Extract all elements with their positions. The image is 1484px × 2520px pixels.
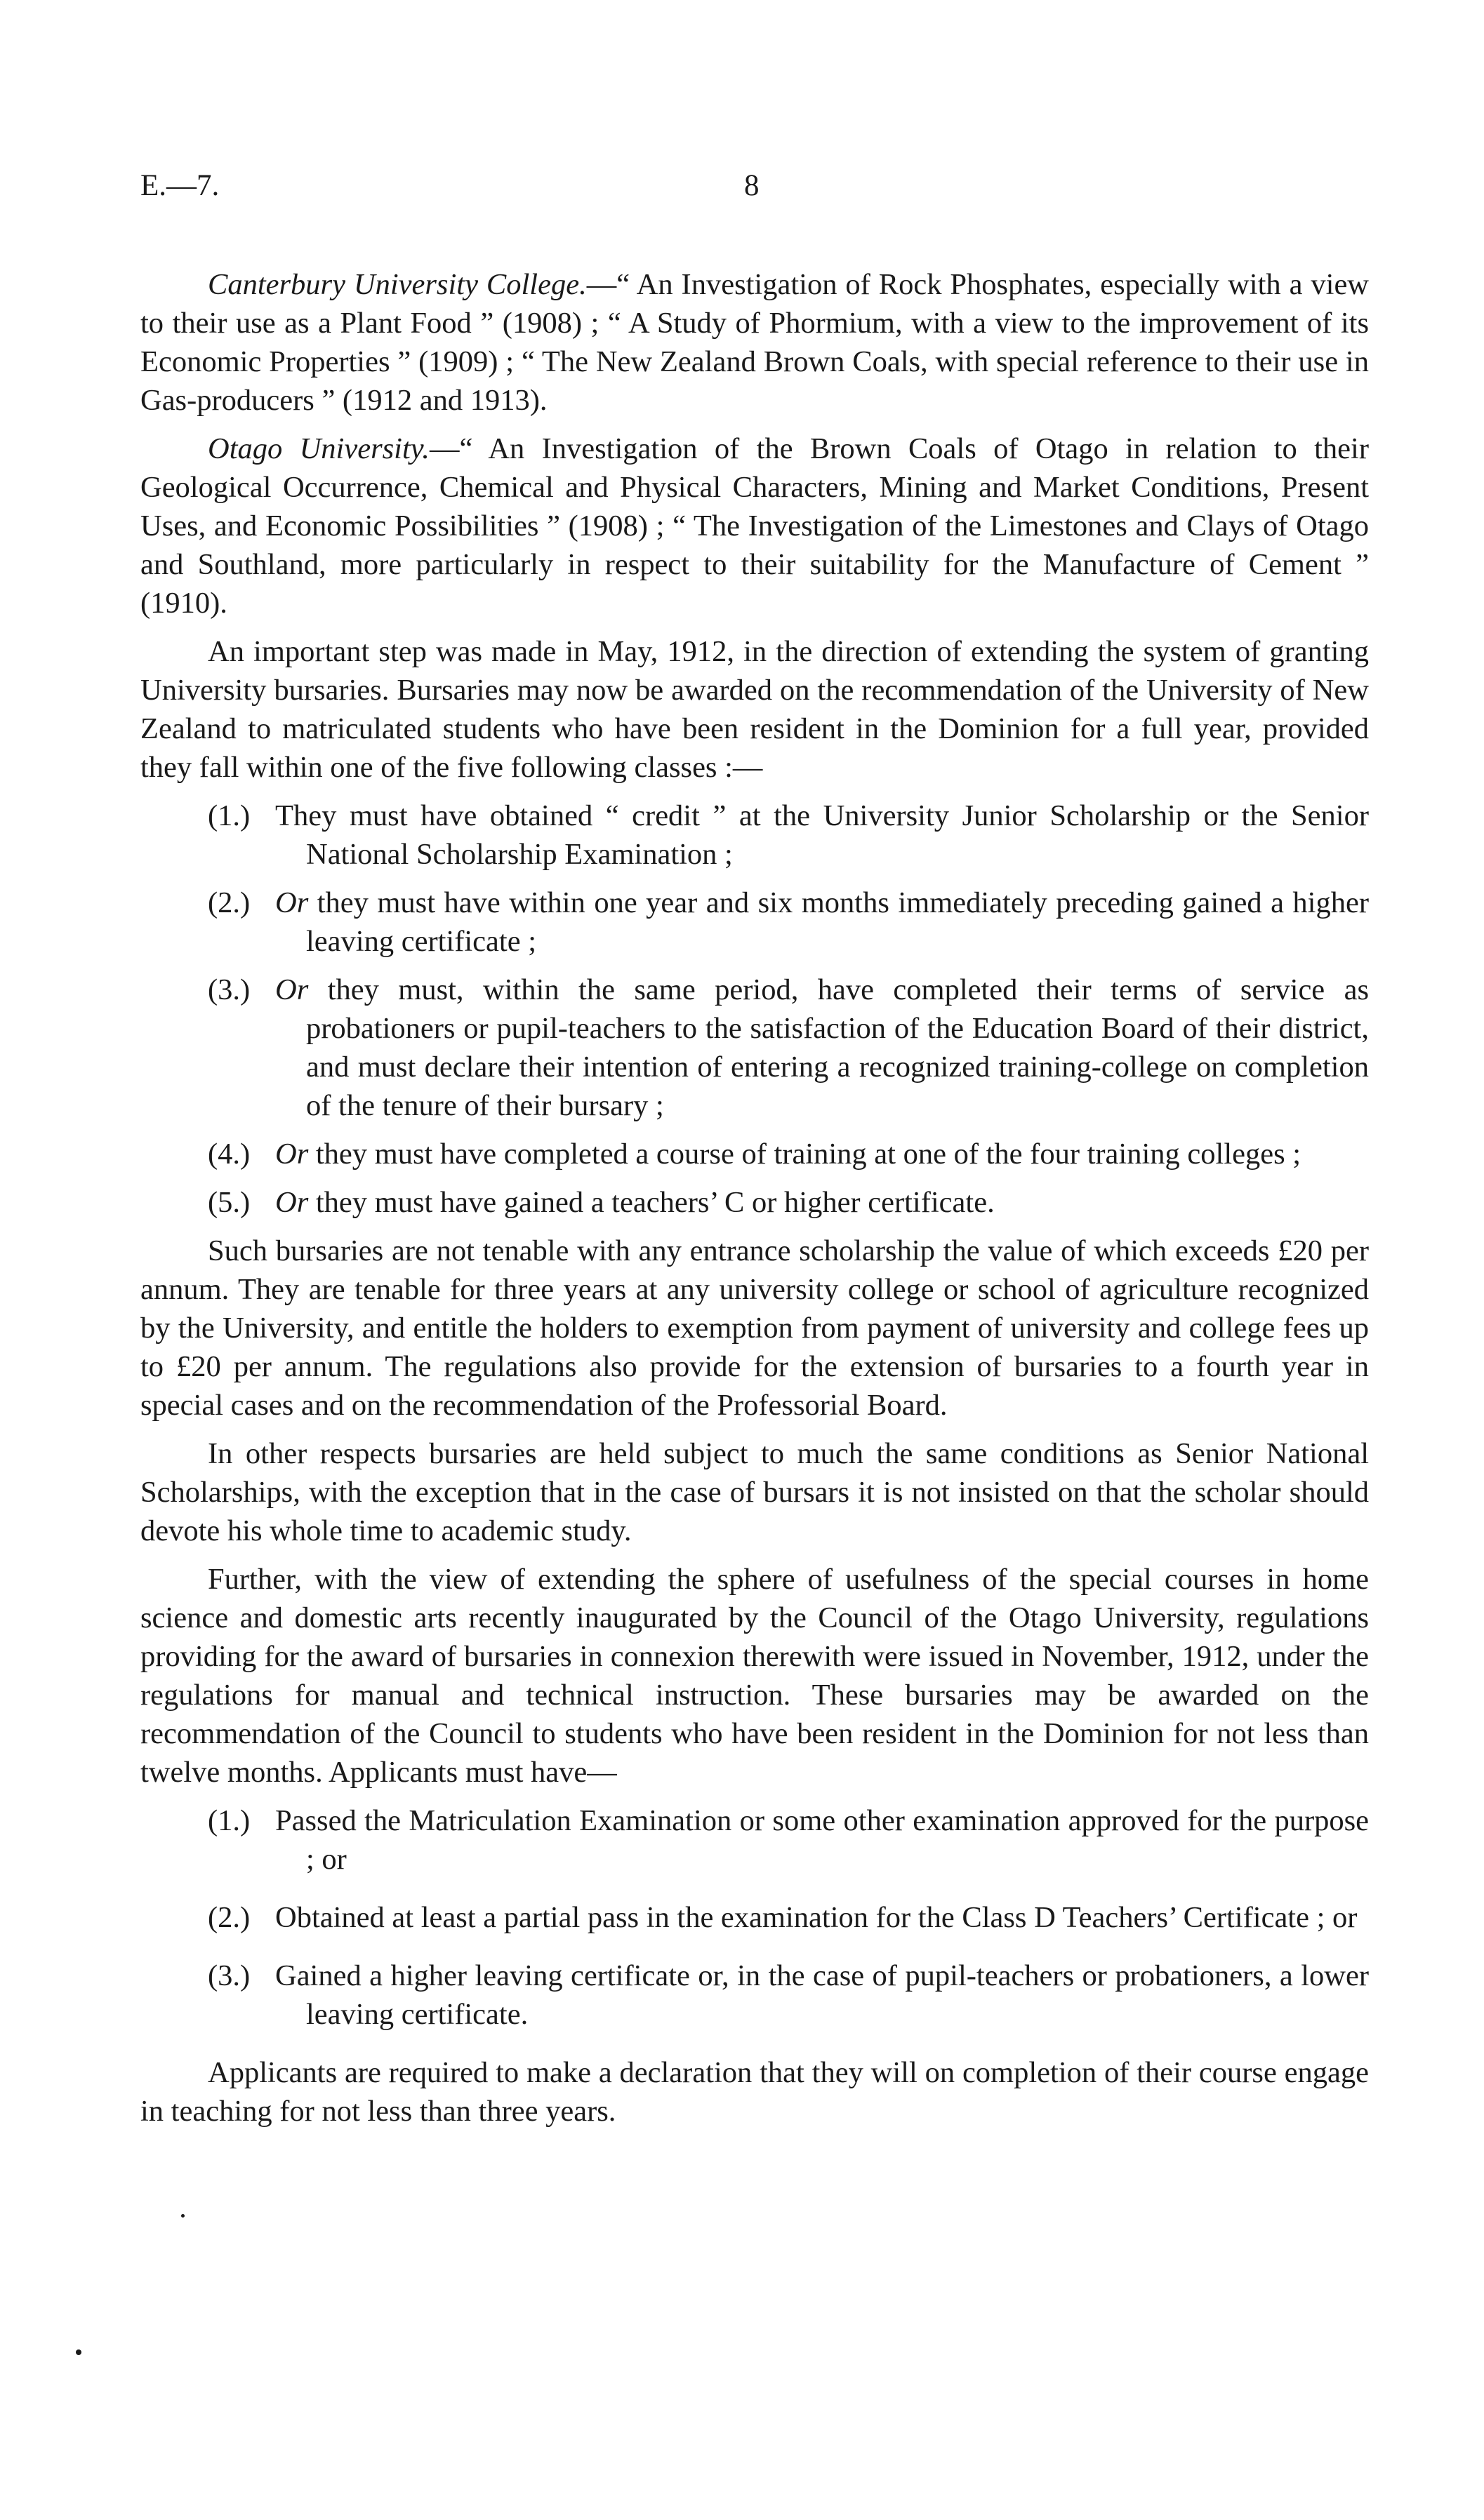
applicant-requirements-list [140,1801,1369,2034]
list-item [140,1801,1369,1879]
list-item [140,971,1369,1125]
list-item-number: (1.) [208,1804,251,1837]
list-item-text: they must have gained a teachers’ C or higher certificate. [308,1186,995,1219]
paragraph-canterbury [140,265,1369,420]
list-item-number: (1.) [208,799,251,832]
list-item-text: Passed the Matriculation Examination or some other examination approved for the purpose ; or [275,1804,1369,1876]
list-item-text: they must have within one year and six months immediately preceding gained a higher leaving certificate ; [306,886,1369,958]
page-header [140,168,1369,211]
paragraph-otago [140,429,1369,622]
paragraph-text-otago: —“ An Investigation of the Brown Coals of Otago in relation to their Geological Occurrence, Chemical and Physical Characters, Mining and Market Conditions, Present Uses, and Economic Possibilities ” (1908) ; “ The Investigation of the Limestones and Clays of Otago and Southland, more particularly in respect to their suitability for the Manufacture of Cement ” (1910). [140,432,1369,620]
list-item-text: they must have completed a course of training at one of the four training colleges ; [308,1138,1301,1171]
list-item [140,1183,1369,1222]
list-item [140,884,1369,961]
paragraph-lead-otago: Otago University. [208,432,430,465]
list-item [140,1898,1369,1937]
paragraph-declaration: Applicants are required to make a declaration that they will on completion of their course engage in teaching for not less than three years. [140,2056,1369,2128]
paragraph-bursaries-step: An important step was made in May, 1912, in the direction of extending the system of granting University bursaries. Bursaries may now be awarded on the recommendation of the University of New Zealand to matriculated students who have been resident in the Dominion for a full year, provided they fall within one of the five following classes :— [140,635,1369,784]
list-item [140,796,1369,874]
list-item-lead: Or [275,1186,309,1219]
paragraph-conditions: In other respects bursaries are held subject to much the same conditions as Senior National Scholarships, with the exception that in the case of bursars it is not insisted on that the scholar should devote his whole time to academic study. [140,1437,1369,1547]
list-item-text: Obtained at least a partial pass in the examination for the Class D Teachers’ Certificate ; or [275,1901,1358,1934]
list-item-number: (5.) [208,1186,251,1219]
list-item-number: (3.) [208,973,251,1006]
page-number: 8 [744,169,760,202]
page-body [140,265,1369,2140]
list-item-lead: Or [275,1138,309,1171]
list-item-text: Gained a higher leaving certificate or, in the case of pupil-teachers or probationers, a lower leaving certificate. [275,1959,1369,2031]
list-item-lead: Or [275,886,309,919]
list-item-text: They must have obtained “ credit ” at the University Junior Scholarship or the Senior National Scholarship Examination ; [275,799,1369,871]
list-item [140,1956,1369,2034]
list-item-text: they must, within the same period, have completed their terms of service as probationers or pupil-teachers to the satisfaction of the Education Board of their district, and must declare their intention of entering a recognized training-college on completion of the tenure of their bursary ; [306,973,1369,1122]
list-item-number: (2.) [208,886,251,919]
list-item-lead: Or [275,973,309,1006]
list-item [140,1135,1369,1173]
paragraph-lead-canterbury: Canterbury University College. [208,268,587,301]
print-speck [76,2349,81,2355]
report-code: E.—7. [140,169,220,202]
list-item-number: (2.) [208,1901,251,1934]
paragraph-home-science: Further, with the view of extending the sphere of usefulness of the special courses in home science and domestic arts recently inaugurated by the Council of the Otago University, regulations providing for the award of bursaries in connexion therewith were issued in November, 1912, under the regulations for manual and technical instruction. These bursaries may be awarded on the recommendation of the Council to students who have been resident in the Dominion for not less than twelve months. Applicants must have— [140,1563,1369,1789]
print-speck [181,2214,185,2218]
list-item-number: (4.) [208,1138,251,1171]
list-item-number: (3.) [208,1959,251,1992]
bursary-classes-list [140,796,1369,1222]
paragraph-tenability: Such bursaries are not tenable with any entrance scholarship the value of which exceeds £20 per annum. They are tenable for three years at any university college or school of agriculture recognized by the University, and entitle the holders to exemption from payment of university and college fees up to £20 per annum. The regulations also provide for the extension of bursaries to a fourth year in special cases and on the recommendation of the Professorial Board. [140,1234,1369,1422]
paragraph-text-canterbury: —“ An Investigation of Rock Phosphates, especially with a view to their use as a Plant Food ” (1908) ; “ A Study of Phormium, with a view to the improvement of its Economic Properties ” (1909) ; “ The New Zealand Brown Coals, with special reference to their use in Gas-producers ” (1912 and 1913). [140,268,1369,417]
